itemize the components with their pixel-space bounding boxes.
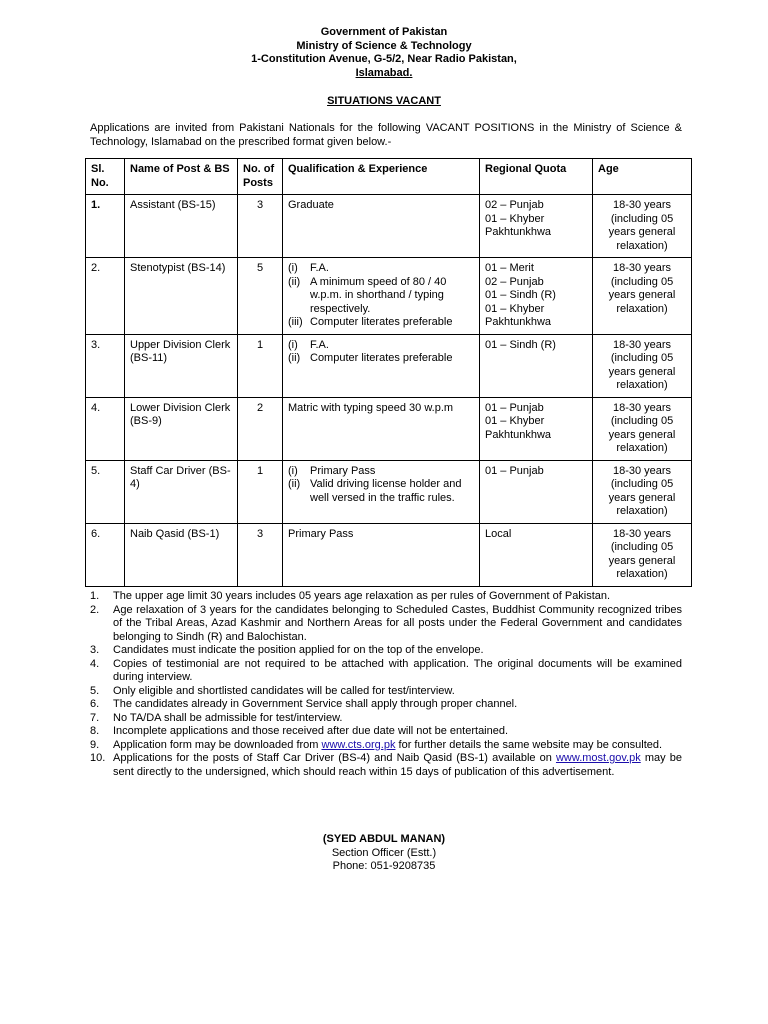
quota-line: 01 – Khyber Pakhtunkhwa xyxy=(485,415,552,441)
cell-sl-no: 3. xyxy=(86,334,125,397)
qualification-item-text: Computer literates preferable xyxy=(310,316,453,328)
cell-regional-quota xyxy=(480,460,593,523)
quota-line: Local xyxy=(485,527,512,540)
qualification-item-number: (ii) xyxy=(288,275,301,288)
cell-no-of-posts: 3 xyxy=(238,523,283,586)
cell-post-name: Upper Division Clerk (BS-11) xyxy=(125,334,238,397)
cell-sl-no: 2. xyxy=(86,258,125,335)
qualification-item-text: Computer literates preferable xyxy=(310,352,453,364)
note-text: No TA/DA shall be admissible for test/interview. xyxy=(113,711,343,724)
note-number: 1. xyxy=(90,590,100,602)
quota-line: 01 – Sindh (R) xyxy=(485,289,556,301)
cell-regional-quota xyxy=(480,258,593,335)
note-item xyxy=(90,590,682,604)
note-text: The upper age limit 30 years includes 05 years age relaxation as per rules of Government of Pakistan. xyxy=(113,590,611,602)
table-row xyxy=(86,397,692,460)
cell-age: 18-30 years (including 05 years general relaxation) xyxy=(593,258,692,335)
cell-age: 18-30 years (including 05 years general relaxation) xyxy=(593,334,692,397)
quota-line: 01 – Punjab xyxy=(485,464,544,477)
cell-post-name: Stenotypist (BS-14) xyxy=(125,258,238,335)
note-number: 3. xyxy=(90,644,100,656)
website-link[interactable]: www.cts.org.pk xyxy=(321,738,396,751)
cell-regional-quota xyxy=(480,397,593,460)
quota-line: 01 – Sindh (R) xyxy=(485,338,556,351)
signatory-designation: Section Officer (Estt.) xyxy=(331,846,437,859)
qualification-text: Matric with typing speed 30 w.p.m xyxy=(288,401,454,414)
note-number: 6. xyxy=(90,698,100,710)
note-number: 4. xyxy=(90,657,100,670)
qualification-item-text: Valid driving license holder and well versed in the traffic rules. xyxy=(310,478,462,504)
table-header-row xyxy=(86,159,692,195)
cell-sl-no: 6. xyxy=(86,523,125,586)
cell-no-of-posts: 5 xyxy=(238,258,283,335)
qualification-item xyxy=(288,478,474,505)
cell-post-name: Naib Qasid (BS-1) xyxy=(125,523,238,586)
cell-age: 18-30 years (including 05 years general relaxation) xyxy=(593,397,692,460)
note-number: 9. xyxy=(90,738,100,751)
header-no-of-posts: No. of Posts xyxy=(238,159,283,195)
quota-line: 01 – Merit xyxy=(485,262,534,274)
header-qualification: Qualification & Experience xyxy=(283,159,480,195)
qualification-item xyxy=(288,352,474,366)
page-title: SITUATIONS VACANT xyxy=(327,95,441,107)
note-text: Incomplete applications and those received after due date will not be entertained. xyxy=(113,725,509,737)
qualification-item-text: A minimum speed of 80 / 40 w.p.m. in shorthand / typing respectively. xyxy=(310,275,447,315)
cell-qualification xyxy=(283,334,480,397)
qualification-item-number: (ii) xyxy=(288,478,301,490)
quota-line: 02 – Punjab xyxy=(485,275,544,288)
note-text-after-link: for further details the same website may be consulted. xyxy=(395,738,663,751)
header-regional-quota: Regional Quota xyxy=(480,159,593,195)
qualification-item xyxy=(288,316,474,330)
table-body xyxy=(86,195,692,587)
qualification-item-text: Primary Pass xyxy=(310,464,376,477)
table-row xyxy=(86,523,692,586)
note-item xyxy=(90,752,682,779)
letterhead xyxy=(0,26,768,80)
qualification-item xyxy=(288,276,474,317)
cell-qualification xyxy=(283,523,480,586)
cell-age: 18-30 years (including 05 years general relaxation) xyxy=(593,195,692,258)
cell-post-name: Staff Car Driver (BS-4) xyxy=(125,460,238,523)
cell-sl-no: 4. xyxy=(86,397,125,460)
quota-line: 01 – Khyber Pakhtunkhwa xyxy=(485,212,552,238)
cell-age: 18-30 years (including 05 years general relaxation) xyxy=(593,460,692,523)
website-link[interactable]: www.most.gov.pk xyxy=(555,752,641,764)
cell-regional-quota xyxy=(480,195,593,258)
note-item xyxy=(90,725,682,739)
header-post-name: Name of Post & BS xyxy=(125,159,238,195)
qualification-item-number: (i) xyxy=(288,464,298,477)
note-text-before-link: Application form may be downloaded from xyxy=(113,738,322,751)
letterhead-government: Government of Pakistan xyxy=(320,26,448,38)
note-text-after-link: may be sent directly to the undersigned, which should reach within 15 days of publication of this advertisement. xyxy=(113,752,682,778)
note-item xyxy=(90,604,682,645)
table-row xyxy=(86,334,692,397)
qualification-item xyxy=(288,262,474,276)
note-item xyxy=(90,658,682,685)
note-text xyxy=(113,752,682,779)
signatory-name: (SYED ABDUL MANAN) xyxy=(322,833,446,845)
cell-no-of-posts: 1 xyxy=(238,334,283,397)
cell-no-of-posts: 2 xyxy=(238,397,283,460)
note-text xyxy=(113,739,682,753)
header-sl-no: Sl. No. xyxy=(86,159,125,195)
table-row xyxy=(86,460,692,523)
cell-no-of-posts: 1 xyxy=(238,460,283,523)
note-number: 5. xyxy=(90,684,100,697)
note-number: 10. xyxy=(90,752,106,764)
quota-line: 02 – Punjab xyxy=(485,199,544,211)
signatory-phone: Phone: 051-9208735 xyxy=(332,860,436,872)
note-number: 8. xyxy=(90,725,100,737)
note-text: Age relaxation of 3 years for the candidates belonging to Scheduled Castes, Buddhist Community recognized tribes of the Tribal Areas, Azad Kashmir and Northern Areas for all posts under the Federal Government and candidates belonging to Sindh (R) and Balochistan. xyxy=(113,603,682,643)
note-item xyxy=(90,698,682,712)
note-item xyxy=(90,644,682,658)
note-item xyxy=(90,739,682,753)
qualification-item xyxy=(288,339,474,353)
cell-post-name: Lower Division Clerk (BS-9) xyxy=(125,397,238,460)
header-age: Age xyxy=(593,159,692,195)
cell-qualification xyxy=(283,258,480,335)
qualification-text: Primary Pass xyxy=(288,527,354,540)
note-text: Candidates must indicate the position applied for on the top of the envelope. xyxy=(113,644,484,656)
letterhead-ministry: Ministry of Science & Technology xyxy=(296,39,472,52)
cell-age: 18-30 years (including 05 years general relaxation) xyxy=(593,523,692,586)
cell-post-name: Assistant (BS-15) xyxy=(125,195,238,258)
qualification-item-text: F.A. xyxy=(310,262,329,274)
note-text: The candidates already in Government Service shall apply through proper channel. xyxy=(113,698,518,710)
note-item xyxy=(90,685,682,699)
note-number: 2. xyxy=(90,603,100,616)
note-number: 7. xyxy=(90,711,100,724)
note-text: Only eligible and shortlisted candidates will be called for test/interview. xyxy=(113,684,455,697)
cell-qualification xyxy=(283,460,480,523)
cell-no-of-posts: 3 xyxy=(238,195,283,258)
qualification-item-number: (iii) xyxy=(288,316,303,328)
signature-block xyxy=(0,833,768,874)
letterhead-address: 1-Constitution Avenue, G-5/2, Near Radio Pakistan, xyxy=(251,53,517,65)
cell-regional-quota xyxy=(480,523,593,586)
cell-sl-no: 1. xyxy=(86,195,125,258)
qualification-item-text: F.A. xyxy=(310,338,329,351)
cell-qualification xyxy=(283,195,480,258)
quota-line: 01 – Punjab xyxy=(485,401,544,414)
cell-regional-quota xyxy=(480,334,593,397)
quota-line: 01 – Khyber Pakhtunkhwa xyxy=(485,302,552,328)
note-text-before-link: Applications for the posts of Staff Car Driver (BS-4) and Naib Qasid (BS-1) available on xyxy=(113,752,556,764)
cell-sl-no: 5. xyxy=(86,460,125,523)
table-row xyxy=(86,258,692,335)
qualification-item-number: (ii) xyxy=(288,352,301,364)
qualification-item-number: (i) xyxy=(288,338,298,351)
letterhead-city: Islamabad. xyxy=(355,66,413,79)
qualification-item xyxy=(288,465,474,479)
qualification-text: Graduate xyxy=(288,199,334,211)
note-item xyxy=(90,712,682,726)
intro-paragraph: Applications are invited from Pakistani Nationals for the following VACANT POSITIONS in the Ministry of Science & Technology, Islamabad on the prescribed format given below.- xyxy=(90,122,682,148)
note-text: Copies of testimonial are not required to be attached with application. The original documents will be examined during interview. xyxy=(113,657,682,683)
qualification-item-number: (i) xyxy=(288,262,298,274)
vacancies-table xyxy=(85,158,692,587)
table-row xyxy=(86,195,692,258)
notes-list xyxy=(90,590,682,779)
cell-qualification xyxy=(283,397,480,460)
